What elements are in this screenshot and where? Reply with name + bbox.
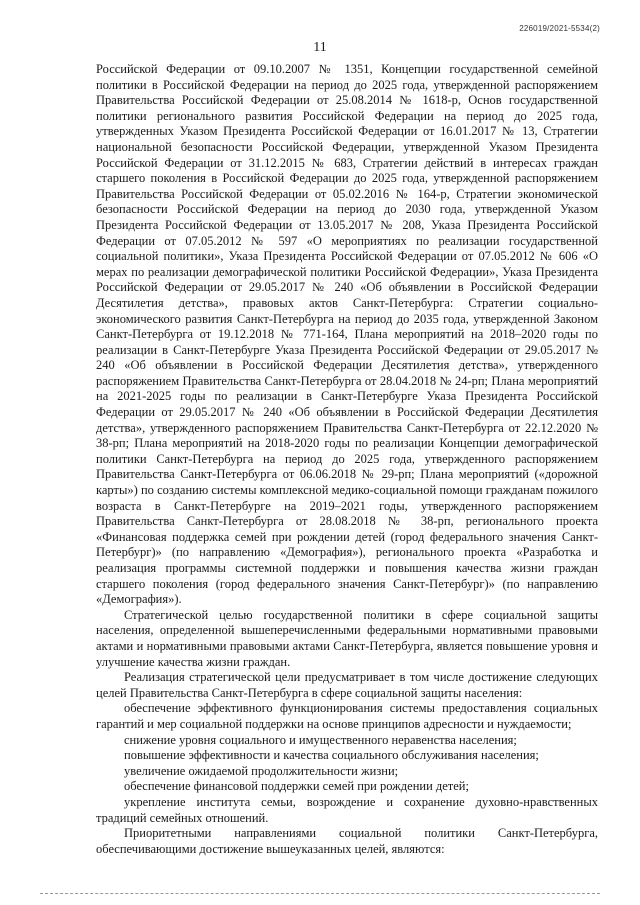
paragraph-priorities-intro: Приоритетными направлениями социальной политики Санкт-Петербурга, обеспечивающими достижение вышеуказанных целей, являются:	[96, 826, 598, 856]
goal-item: обеспечение эффективного функционирования системы предоставления социальных гарантий и мер социальной поддержки на основе принципов адресности и нуждаемости;	[96, 701, 598, 731]
paragraph-goals-intro: Реализация стратегической цели предусматривает в том числе достижение следующих целей Правительства Санкт-Петербурга в сфере социальной защиты населения:	[96, 670, 598, 700]
paragraph-strategic-goal: Стратегической целью государственной политики в сфере социальной защиты населения, определенной вышеперечисленными федеральными нормативными правовыми актами и нормативными правовыми актами Санкт-Петербурга, является повышение уровня и улучшение качества жизни граждан.	[96, 607, 598, 669]
goal-item: снижение уровня социального и имущественного неравенства населения;	[124, 732, 517, 747]
footer-divider	[40, 893, 600, 894]
goal-item: обеспечение финансовой поддержки семей при рождении детей;	[124, 779, 469, 794]
page-number: 11	[313, 40, 327, 55]
goal-item: укрепление института семьи, возрождение и сохранение духовно-нравственных традиций семейных отношений.	[96, 794, 598, 825]
goal-item: повышение эффективности и качества социального обслуживания населения;	[124, 748, 539, 763]
goal-item: увеличение ожидаемой продолжительности жизни;	[124, 763, 399, 778]
document-id: 226019/2021-5534(2)	[519, 24, 600, 33]
paragraph-legal-basis: Российской Федерации от 09.10.2007 № 1351, Концепции государственной семейной политики в Российской Федерации на период до 2025 года, утвержденной распоряжением Правительства Российской Федерации от 25.08.2014 № 1618-р, Основ государственной политики регионального развития Российской Федерации на период до 2025 года, утвержденных Указом Президента Российской Федерации от 16.01.2017 № 13, Стратегии национальной безопасности Российской Федерации, утвержденной Указом Президента Российской Федерации от 31.12.2015 № 683, Стратегии действий в интересах граждан старшего поколения в Российской Федерации до 2025 года, утвержденной распоряжением Правительства Российской Федерации от 05.02.2016 № 164-р, Стратегии экономической безопасности Российской Федерации на период до 2030 года, утвержденной Указом Президента Российской Федерации от 13.05.2017 № 208, Указа Президента Российской Федерации от 07.05.2012 № 597 «О мероприятиях по реализации государственной социальной политики», Указа Президента Российской Федерации от 07.05.2012 № 606 «О мерах по реализации демографической политики Российской Федерации», Указа Президента Российской Федерации от 29.05.2017 № 240 «Об объявлении в Российской Федерации Десятилетия детства», правовых актов Санкт-Петербурга: Стратегии социально-экономического развития Санкт-Петербурга на период до 2035 года, утвержденной Законом Санкт-Петербурга от 19.12.2018 № 771-164, Плана мероприятий на 2018–2020 годы по реализации в Санкт-Петербурге Указа Президента Российской Федерации от 29.05.2017 № 240 «Об объявлении в Российской Федерации Десятилетия детства», утвержденного распоряжением Правительства Санкт-Петербурга от 28.04.2018 № 24-рп; Плана мероприятий на 2021-2025 годы по реализации в Санкт-Петербурге Указа Президента Российской Федерации от 29.05.2017 № 240 «Об объявлении в Российской Федерации Десятилетия детства», утвержденного распоряжением Правительства Санкт-Петербурга от 22.12.2020 № 38-рп; Плана мероприятий на 2018-2020 годы по реализации Концепции демографической политики Санкт-Петербурга на период до 2025 года, утвержденного распоряжением Правительства Санкт-Петербурга от 06.06.2018 № 29-рп; Плана мероприятий («дорожной карты») по созданию системы комплексной медико-социальной помощи гражданам пожилого возраста в Санкт-Петербурге на 2019–2021 годы, утвержденного распоряжением Правительства Санкт-Петербурга от 28.08.2018 № 38-рп, регионального проекта «Финансовая поддержка семей при рождении детей (город федерального значения Санкт-Петербург)» (по направлению «Демография»), регионального проекта «Разработка и реализация программы системной поддержки и повышения качества жизни граждан старшего поколения (город федерального значения Санкт-Петербург)» (по направлению «Демография»).	[96, 62, 598, 607]
document-body	[96, 62, 598, 857]
